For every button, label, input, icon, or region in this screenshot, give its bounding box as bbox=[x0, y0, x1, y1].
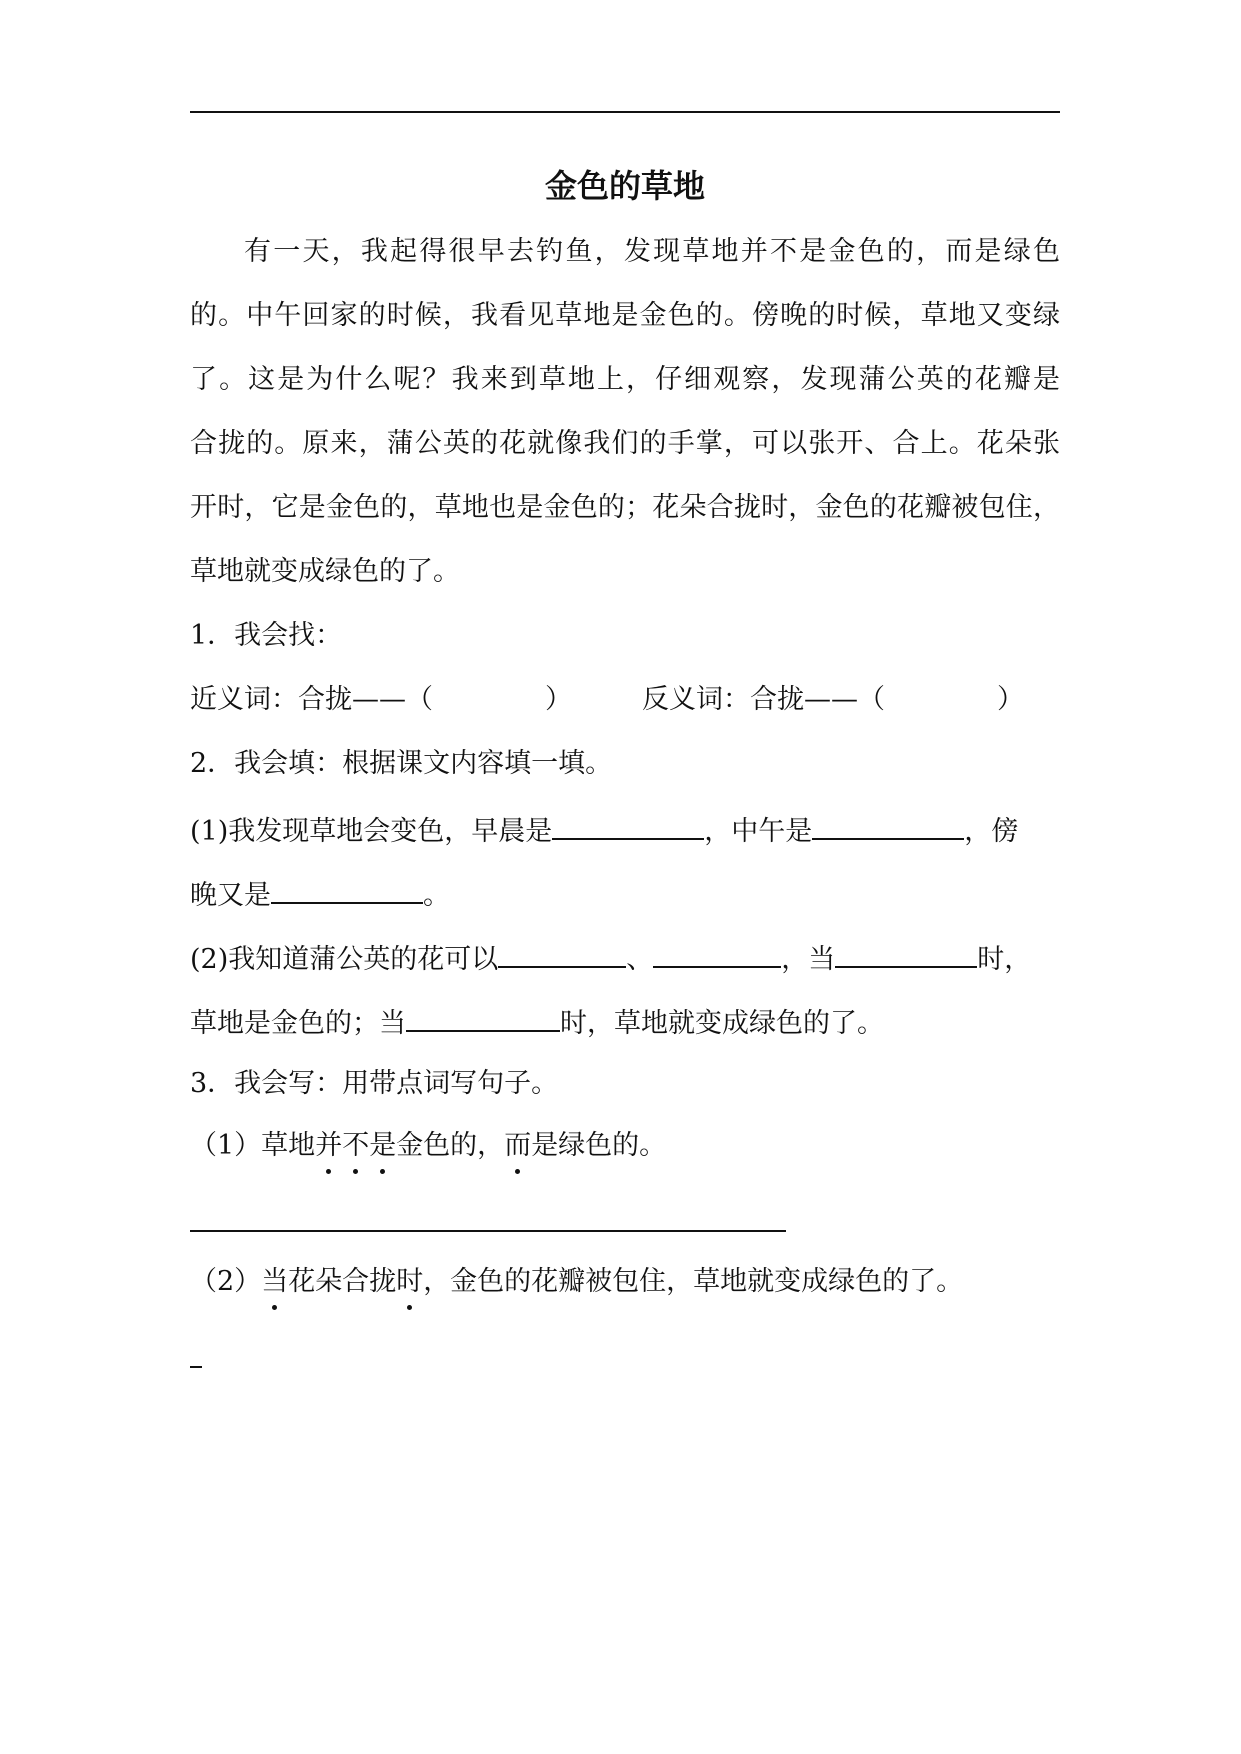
dotted-word-char: 不 bbox=[342, 1126, 369, 1166]
q2-item1-text-a: (1)我发现草地会变色，早晨是 bbox=[190, 816, 553, 847]
q3-s1-mid: 金色的， bbox=[396, 1130, 505, 1161]
q2-item1-line1 bbox=[190, 808, 1018, 852]
antonym-label: 反义词：合拢——（ bbox=[642, 684, 885, 715]
q3-s1-answer-line[interactable] bbox=[190, 1230, 786, 1232]
blank-when-golden[interactable] bbox=[835, 936, 977, 968]
q3-s2-prefix: （2） bbox=[190, 1266, 262, 1297]
q2-item1-line2 bbox=[190, 872, 450, 916]
q2-item2-line2 bbox=[190, 1000, 884, 1044]
passage-line-3: 了。这是为什么呢？我来到草地上，仔细观察，发现蒲公英的花瓣是 bbox=[190, 364, 1060, 395]
q3-s1-prefix: （1）草地 bbox=[190, 1130, 316, 1161]
q2-item2-text-d: 时， bbox=[977, 944, 1032, 975]
q3-sentence-1 bbox=[190, 1126, 666, 1166]
q3-s1-suffix: 是绿色的。 bbox=[531, 1130, 667, 1161]
blank-evening[interactable] bbox=[271, 872, 423, 904]
q2-heading: 2．我会填：根据课文内容填一填。 bbox=[190, 748, 613, 779]
q2-item2-text-c: ，当 bbox=[781, 944, 836, 975]
q2-item2-text-f: 时，草地就变成绿色的了。 bbox=[560, 1008, 884, 1039]
q2-item2-text-e: 草地是金色的；当 bbox=[190, 1008, 406, 1039]
q3-s2-answer-line[interactable] bbox=[190, 1366, 202, 1368]
blank-flower-action-2[interactable] bbox=[653, 936, 781, 968]
q2-item1-text-e: 。 bbox=[423, 880, 450, 911]
antonym-close-paren: ） bbox=[997, 684, 1024, 715]
passage-line-1: 有一天，我起得很早去钓鱼，发现草地并不是金色的，而是绿色 bbox=[244, 236, 1060, 267]
q1-row bbox=[190, 680, 1024, 720]
q1-heading: 1．我会找： bbox=[190, 620, 343, 651]
q3-s2-mid: 花朵合拢 bbox=[288, 1266, 397, 1297]
passage-line-6: 草地就变成绿色的了。 bbox=[190, 556, 460, 587]
blank-flower-action-1[interactable] bbox=[498, 936, 626, 968]
dotted-word-char: 而 bbox=[504, 1126, 531, 1166]
q2-item2-text-b: 、 bbox=[626, 944, 654, 975]
q3-s2-suffix: ，金色的花瓣被包住，草地就变成绿色的了。 bbox=[423, 1266, 964, 1297]
blank-morning[interactable] bbox=[552, 808, 704, 840]
q2-item1-text-d: 晚又是 bbox=[190, 880, 271, 911]
q3-sentence-2 bbox=[190, 1262, 963, 1302]
blank-when-green[interactable] bbox=[406, 1000, 560, 1032]
dotted-word-char: 当 bbox=[261, 1262, 288, 1302]
page-title: 金色的草地 bbox=[544, 167, 705, 205]
dotted-word-char: 时 bbox=[396, 1262, 423, 1302]
dotted-word-char: 是 bbox=[369, 1126, 396, 1166]
q2-item2-text-a: (2)我知道蒲公英的花可以 bbox=[190, 944, 499, 975]
header-rule bbox=[190, 111, 1060, 113]
synonym-label: 近义词：合拢——（ bbox=[190, 684, 433, 715]
passage-line-2: 的。中午回家的时候，我看见草地是金色的。傍晚的时候，草地又变绿 bbox=[190, 300, 1060, 331]
q2-item1-text-c: ，傍 bbox=[964, 816, 1019, 847]
synonym-close-paren: ） bbox=[545, 684, 572, 715]
q2-item2-line1 bbox=[190, 936, 1031, 980]
dotted-word-char: 并 bbox=[315, 1126, 342, 1166]
passage-line-5: 开时，它是金色的，草地也是金色的；花朵合拢时，金色的花瓣被包住， bbox=[190, 492, 1060, 523]
passage-line-4: 合拢的。原来，蒲公英的花就像我们的手掌，可以张开、合上。花朵张 bbox=[190, 428, 1060, 459]
q2-item1-text-b: ，中午是 bbox=[704, 816, 813, 847]
blank-noon[interactable] bbox=[812, 808, 964, 840]
q3-heading: 3．我会写：用带点词写句子。 bbox=[190, 1068, 559, 1099]
